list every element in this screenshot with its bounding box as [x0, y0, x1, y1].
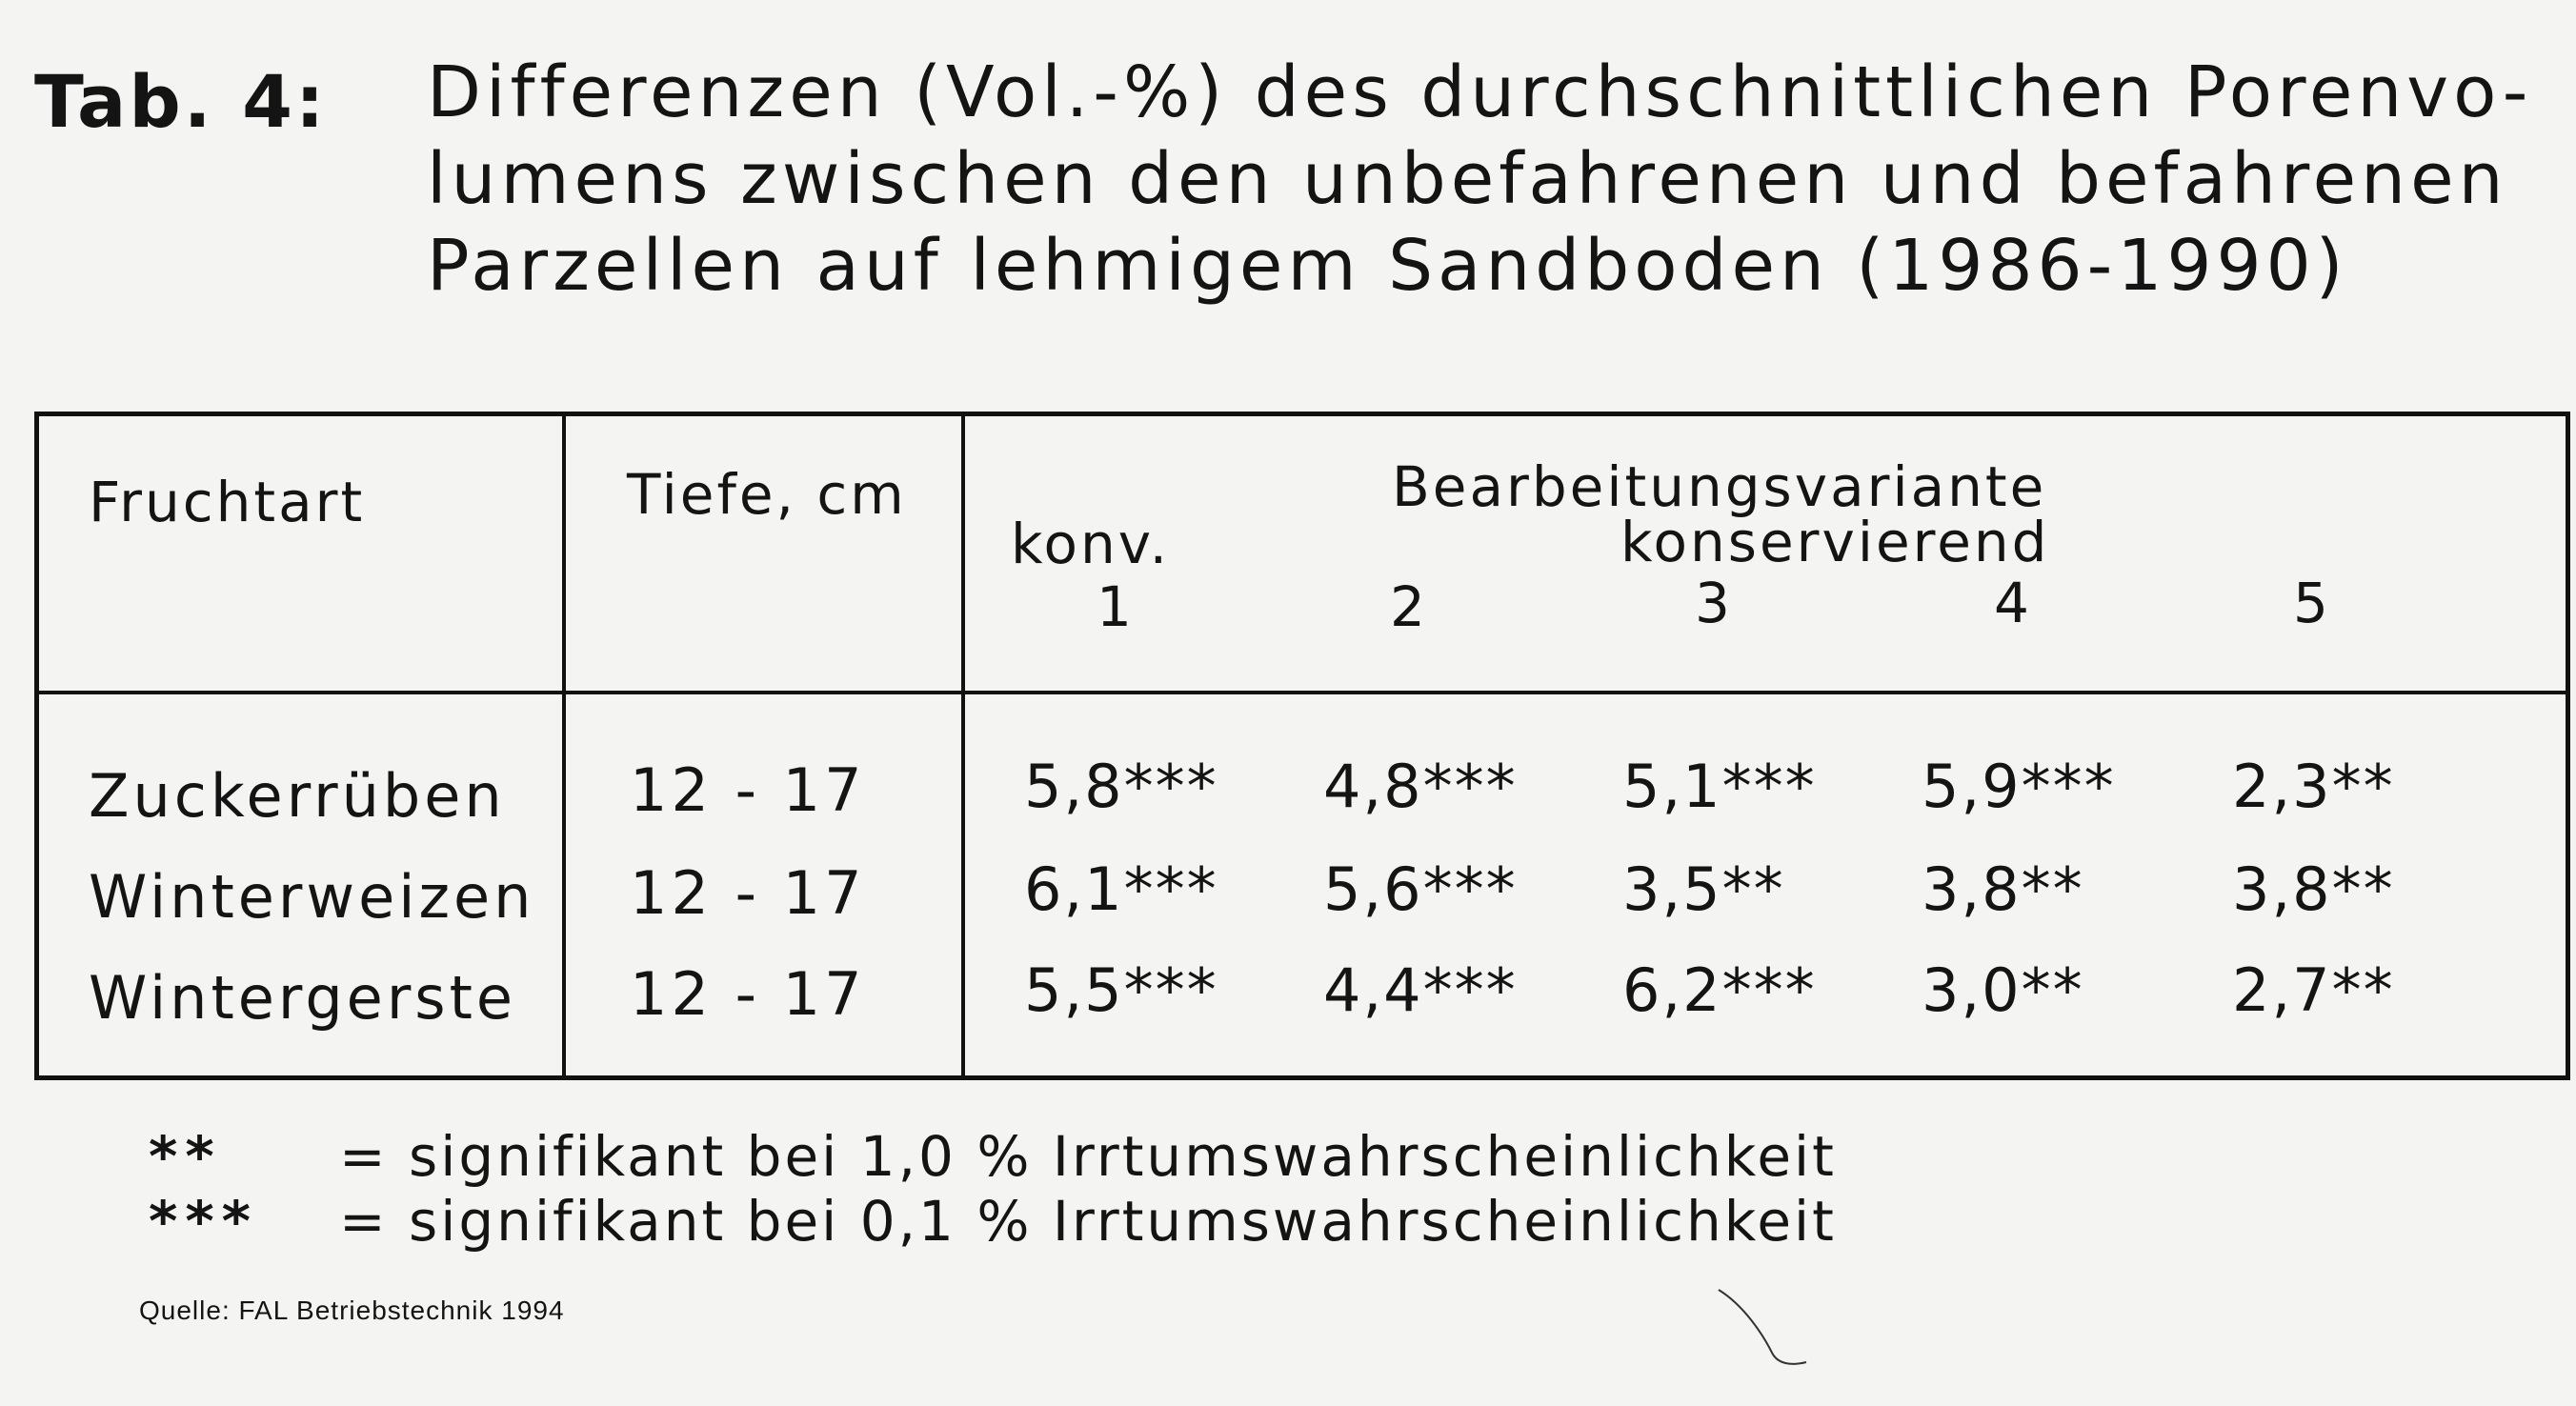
header-variant-2: 2: [1390, 574, 1428, 639]
header-depth: Tiefe, cm: [627, 462, 907, 527]
legend-symbol: ***: [149, 1189, 258, 1254]
row-crop: Wintergerste: [89, 963, 517, 1033]
header-crop: Fruchtart: [89, 470, 366, 534]
header-conservation: konservierend: [1620, 510, 2050, 574]
row-crop: Zuckerrüben: [89, 761, 506, 831]
header-conventional: konv.: [1011, 512, 1171, 576]
value-cell: 5,6***: [1323, 854, 1518, 924]
caption-line-3: Parzellen auf lehmigem Sandboden (1986-1990): [427, 225, 2348, 307]
value-cell: 3,5**: [1622, 854, 1785, 924]
row-depth: 12 - 17: [630, 755, 866, 825]
value-cell: 6,1***: [1024, 854, 1218, 924]
value-cell: 2,3**: [2232, 752, 2395, 821]
value-cell: 2,7**: [2232, 955, 2395, 1025]
header-variant: Bearbeitungsvariante: [1392, 454, 2047, 519]
header-variant-4: 4: [1994, 571, 2032, 635]
value-cell: 5,5***: [1024, 955, 1218, 1025]
legend-text: = signifikant bei 0,1 % Irrtumswahrscheinlichkeit: [339, 1189, 1837, 1254]
caption-line-1: Differenzen (Vol.-%) des durchschnittlichen Porenvo-: [427, 51, 2533, 133]
row-crop: Winterweizen: [89, 862, 535, 932]
value-cell: 4,4***: [1323, 955, 1518, 1025]
value-cell: 5,1***: [1622, 752, 1817, 821]
value-cell: 5,9***: [1922, 752, 2116, 821]
source-note: Quelle: FAL Betriebstechnik 1994: [139, 1296, 565, 1325]
value-cell: 4,8***: [1323, 752, 1518, 821]
data-table: [34, 412, 2570, 1080]
row-depth: 12 - 17: [630, 959, 866, 1029]
column-divider-1: [562, 416, 566, 1075]
legend-symbol: **: [149, 1124, 222, 1189]
header-divider: [39, 691, 2566, 694]
caption-line-2: lumens zwischen den unbefahrenen und befahrenen: [427, 138, 2508, 220]
value-cell: 6,2***: [1622, 955, 1817, 1025]
value-cell: 5,8***: [1024, 752, 1218, 821]
pen-mark: [1715, 1286, 1829, 1372]
header-variant-5: 5: [2293, 571, 2331, 635]
table-number-label: Tab. 4:: [34, 59, 328, 144]
table-caption: [427, 50, 2561, 310]
column-divider-2: [961, 416, 965, 1075]
legend-item: [149, 1189, 1837, 1254]
value-cell: 3,0**: [1922, 955, 2084, 1025]
row-depth: 12 - 17: [630, 858, 866, 928]
header-variant-1: 1: [1097, 574, 1135, 639]
value-cell: 3,8**: [2232, 854, 2395, 924]
header-variant-3: 3: [1695, 571, 1733, 635]
legend-text: = signifikant bei 1,0 % Irrtumswahrscheinlichkeit: [339, 1124, 1837, 1189]
legend-item: [149, 1124, 1837, 1189]
value-cell: 3,8**: [1922, 854, 2084, 924]
